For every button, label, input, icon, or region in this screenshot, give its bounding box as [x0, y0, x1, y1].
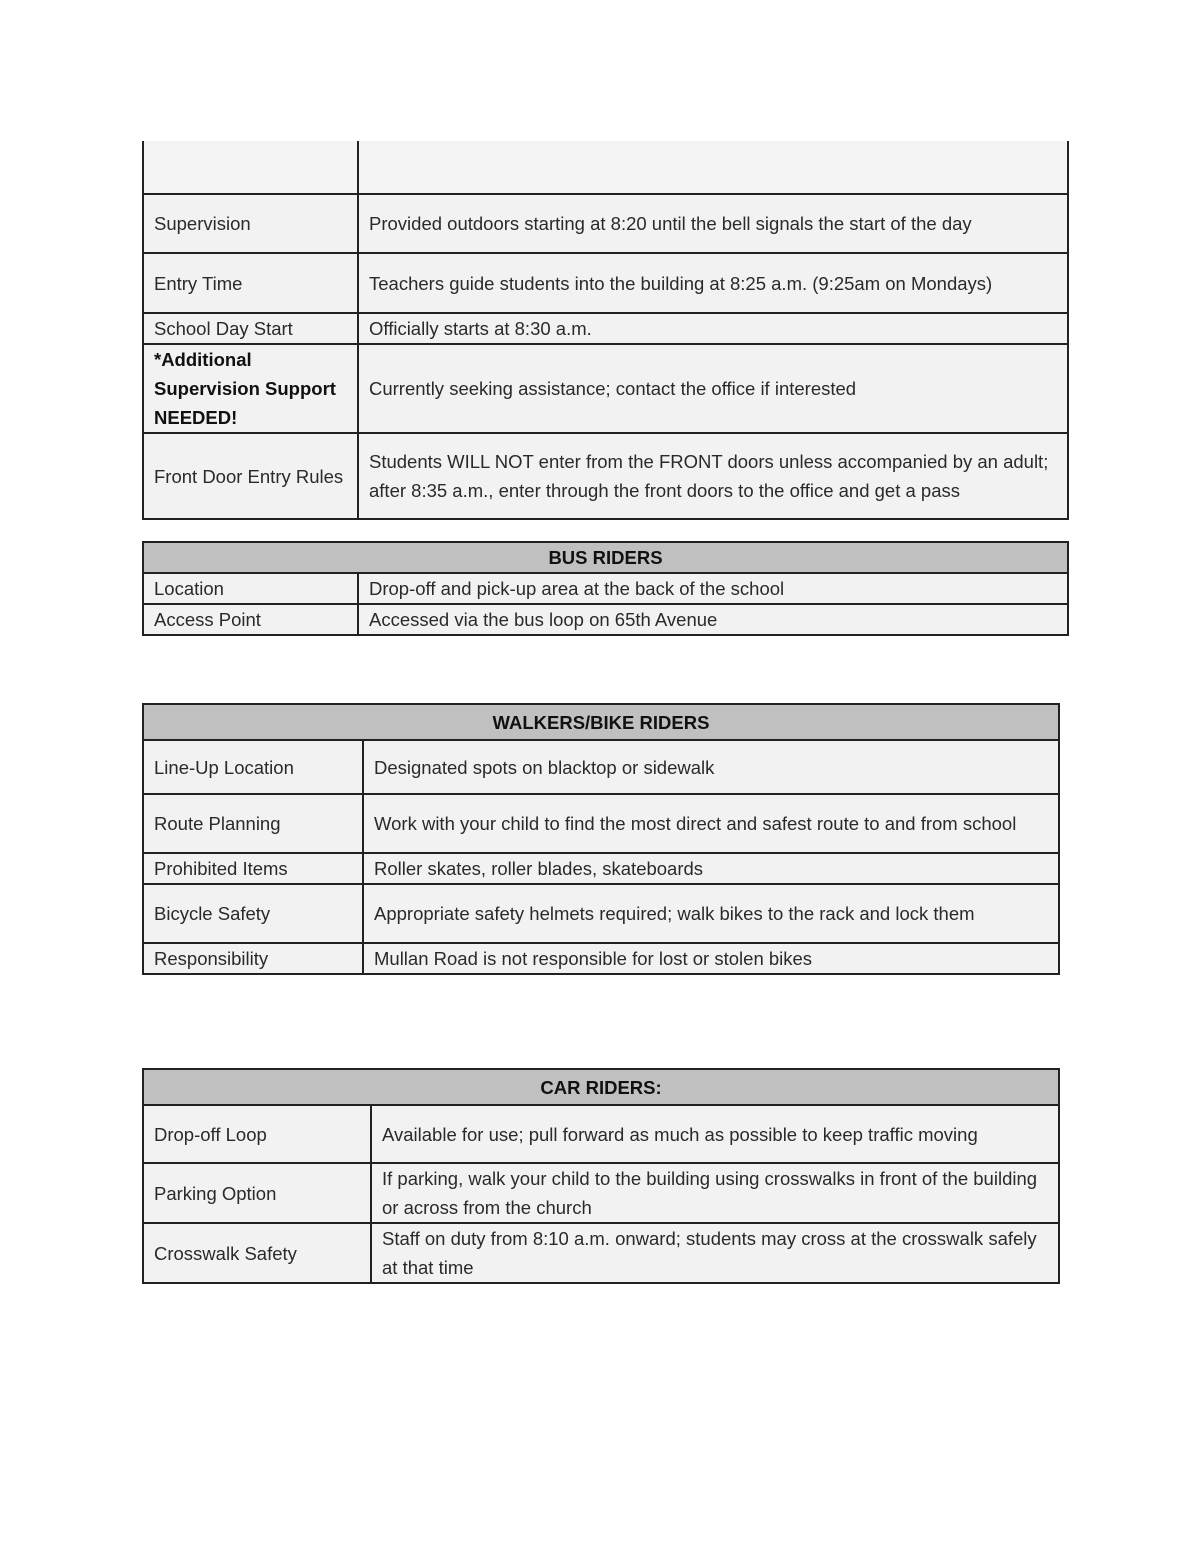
table-row — [143, 604, 1068, 635]
row-value: Mullan Road is not responsible for lost or stolen bikes — [363, 943, 1059, 974]
row-value: Work with your child to find the most direct and safest route to and from school — [363, 794, 1059, 853]
row-label: Route Planning — [143, 794, 363, 853]
row-label: School Day Start — [143, 313, 358, 344]
table-row-continued — [143, 141, 1068, 194]
table-title: BUS RIDERS — [143, 542, 1068, 573]
row-label: Drop-off Loop — [143, 1105, 371, 1163]
row-label: Bicycle Safety — [143, 884, 363, 943]
row-label: Entry Time — [143, 253, 358, 313]
row-value: Currently seeking assistance; contact the office if interested — [358, 344, 1068, 433]
table-row — [143, 884, 1059, 943]
row-label: Crosswalk Safety — [143, 1223, 371, 1283]
empty-cell — [358, 141, 1068, 194]
table-row — [143, 573, 1068, 604]
bus-riders-table — [142, 541, 1069, 636]
row-value: Staff on duty from 8:10 a.m. onward; students may cross at the crosswalk safely at that time — [371, 1223, 1059, 1283]
table-row — [143, 1223, 1059, 1283]
arrival-table — [142, 141, 1069, 520]
row-label: *Additional Supervision Support NEEDED! — [143, 344, 358, 433]
row-label: Line-Up Location — [143, 740, 363, 794]
row-value: Teachers guide students into the building at 8:25 a.m. (9:25am on Mondays) — [358, 253, 1068, 313]
row-label: Parking Option — [143, 1163, 371, 1223]
table-row — [143, 1105, 1059, 1163]
car-riders-table — [142, 1068, 1060, 1284]
row-value: Accessed via the bus loop on 65th Avenue — [358, 604, 1068, 635]
table-title: WALKERS/BIKE RIDERS — [143, 704, 1059, 740]
row-label: Location — [143, 573, 358, 604]
row-value: Officially starts at 8:30 a.m. — [358, 313, 1068, 344]
row-label: Responsibility — [143, 943, 363, 974]
table-row — [143, 253, 1068, 313]
row-value: If parking, walk your child to the building using crosswalks in front of the building or across from the church — [371, 1163, 1059, 1223]
empty-cell — [143, 141, 358, 194]
table-row — [143, 943, 1059, 974]
row-value: Provided outdoors starting at 8:20 until the bell signals the start of the day — [358, 194, 1068, 253]
table-row — [143, 433, 1068, 519]
row-label: Prohibited Items — [143, 853, 363, 884]
row-value: Roller skates, roller blades, skateboards — [363, 853, 1059, 884]
row-label: Access Point — [143, 604, 358, 635]
table-row — [143, 344, 1068, 433]
row-label: Front Door Entry Rules — [143, 433, 358, 519]
row-value: Drop-off and pick-up area at the back of the school — [358, 573, 1068, 604]
table-row — [143, 853, 1059, 884]
table-row — [143, 313, 1068, 344]
row-value: Students WILL NOT enter from the FRONT doors unless accompanied by an adult; after 8:35 a.m., enter through the front doors to the office and get a pass — [358, 433, 1068, 519]
table-row — [143, 740, 1059, 794]
table-row — [143, 794, 1059, 853]
row-value: Available for use; pull forward as much as possible to keep traffic moving — [371, 1105, 1059, 1163]
table-title: CAR RIDERS: — [143, 1069, 1059, 1105]
table-row — [143, 194, 1068, 253]
row-value: Appropriate safety helmets required; walk bikes to the rack and lock them — [363, 884, 1059, 943]
table-row — [143, 1163, 1059, 1223]
walkers-bike-riders-table — [142, 703, 1060, 975]
row-label: Supervision — [143, 194, 358, 253]
row-value: Designated spots on blacktop or sidewalk — [363, 740, 1059, 794]
